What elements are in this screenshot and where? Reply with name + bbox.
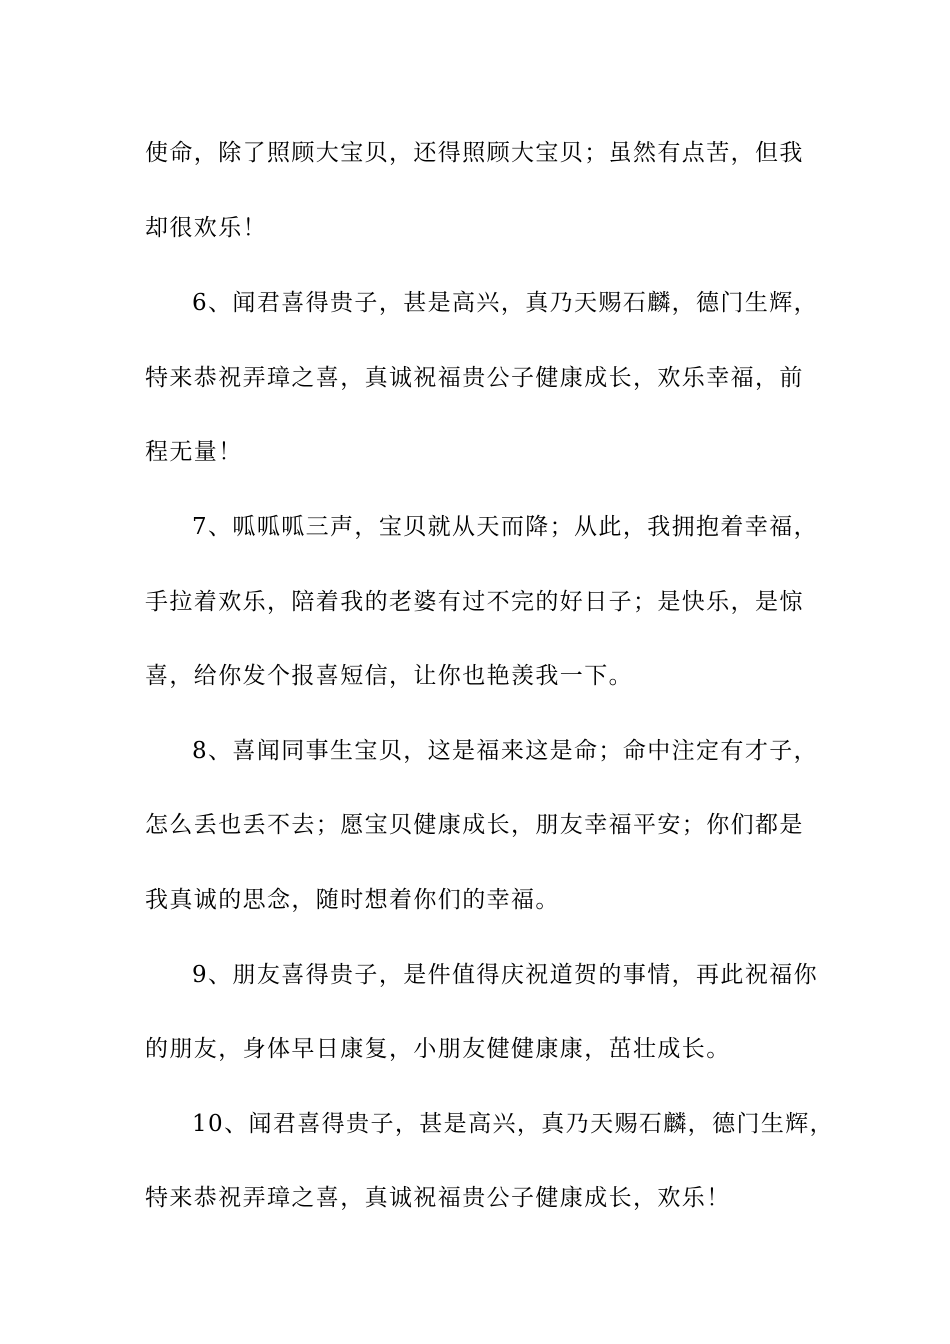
text-line-7: 手拉着欢乐，陪着我的老婆有过不完的好日子；是快乐，是惊 — [145, 589, 804, 615]
text-line-6: 7、呱呱呱三声，宝贝就从天而降；从此，我拥抱着幸福， — [192, 514, 819, 540]
text-line-12: 9、朋友喜得贵子，是件值得庆祝道贺的事情，再此祝福你 — [192, 962, 819, 988]
text-line-13: 的朋友，身体早日康复，小朋友健健康康，茁壮成长。 — [145, 1036, 731, 1062]
text-line-14: 10、闻君喜得贵子，甚是高兴，真乃天赐石麟，德门生辉， — [192, 1111, 835, 1137]
text-line-11: 我真诚的思念，随时想着你们的幸福。 — [145, 887, 560, 913]
text-line-3: 6、闻君喜得贵子，甚是高兴，真乃天赐石麟，德门生辉， — [192, 290, 819, 316]
text-line-1: 使命，除了照顾大宝贝，还得照顾大宝贝；虽然有点苦，但我 — [145, 140, 804, 166]
text-line-10: 怎么丢也丢不去；愿宝贝健康成长，朋友幸福平安；你们都是 — [145, 812, 804, 838]
text-line-9: 8、喜闻同事生宝贝，这是福来这是命；命中注定有才子， — [192, 738, 819, 764]
text-line-8: 喜，给你发个报喜短信，让你也艳羡我一下。 — [145, 663, 633, 689]
text-line-4: 特来恭祝弄璋之喜，真诚祝福贵公子健康成长，欢乐幸福，前 — [145, 365, 804, 391]
text-line-2: 却很欢乐！ — [145, 215, 267, 241]
text-line-15: 特来恭祝弄璋之喜，真诚祝福贵公子健康成长，欢乐！ — [145, 1185, 731, 1211]
text-line-5: 程无量！ — [145, 439, 243, 465]
